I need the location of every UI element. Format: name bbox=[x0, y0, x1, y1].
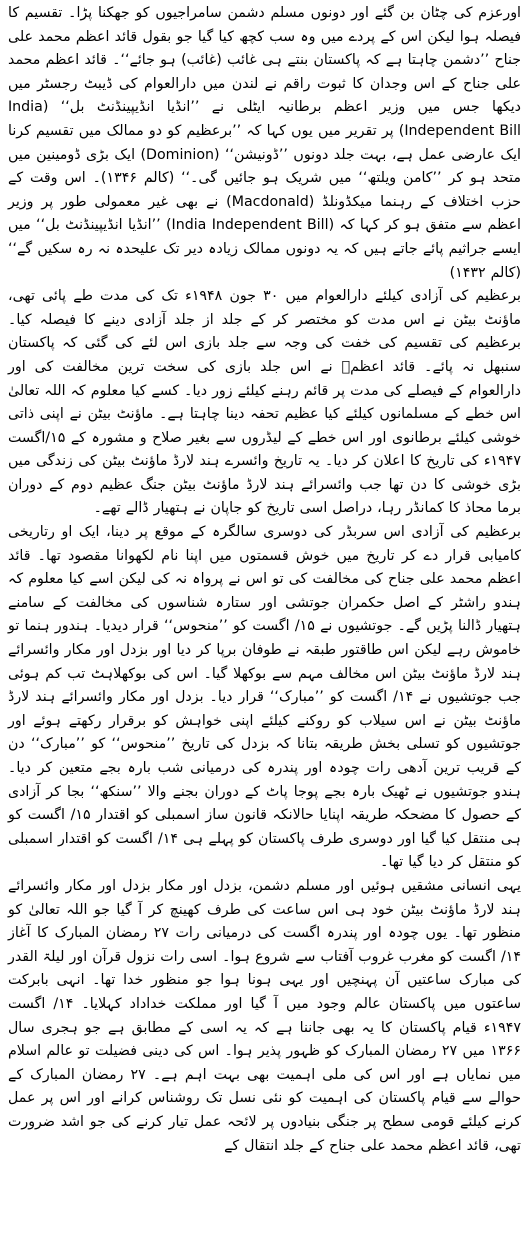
article-paragraph-1: اورعزم کی چٹان بن گئے اور دونوں مسلم دشمن سامراجیوں کو جھکنا پڑا۔ تقسیم کا فیصلہ ہوا لیکن اس کے پردے میں وہ سب کچھ کیا گیا جو بقول قائد اعظم محمد علی جناح ’’دشمن چاہتا ہے کہ پاکستان بنتے ہی غائب (غائب) ہو جائے‘‘۔ قائد اعظم محمد علی جناح کے اس وجدان کا ثبوت راقم نے لندن میں دارالعوام کی ڈیبٹ رجسٹر میں دیکھا جس میں وزیر اعظم برطانیہ ایٹلی نے ’’انڈیا انڈیپینڈنٹ بل‘‘ (India Independent Bill) پر تقریر میں یوں کہا کہ ’’برعظیم کو دو ممالک میں تقسیم کرنا ایک عارضی عمل ہے، بہت جلد دونوں ’’ڈونیشن‘‘ (Dominion) ایک بڑی ڈومینین میں متحد ہو کر ’’کامن ویلتھ‘‘ میں شریک ہو جائیں گی۔‘‘ (کالم ۱۳۴۶)۔ اس وقت کے حزب اختلاف کے رہنما میکڈونلڈ (Macdonald) نے بھی غیر معمولی طور پر وزیر اعظم سے متفق ہو کر کہا کہ (India Independent Bill) ’’انڈیا انڈیپینڈنٹ بل‘‘ میں ایسے جراثیم پائے جاتے ہیں کہ یہ دونوں ممالک زیادہ دیر تک علیحدہ نہ رہ سکیں گے‘‘ (کالم ۱۴۳۲) bbox=[8, 5, 521, 281]
article-paragraph-2: برعظیم کی آزادی کیلئے دارالعوام میں ۳۰ جون ۱۹۴۸ء تک کی مدت طے پائی تھی، ماؤنٹ بیٹن نے اس مدت کو مختصر کر کے جلد از جلد آزادی دینے کا فیصلہ کیا۔ برعظیم کی تقسیم کی خفت کی وجہ سے جلد بازی اس لئے کی گئی کہ پاکستان سنبھل نہ پائے۔ قائد اعظمؒ نے اس جلد بازی کی سخت ترین مخالفت کی اور دارالعوام کے فیصلے کی مدت پر قائم رہنے کیلئے زور دیا۔ کسے کیا معلوم کہ اللہ تعالیٰ اس خطے کے مسلمانوں کیلئے کیا عظیم تحفہ دینا چاہتا ہے۔ ماؤنٹ بیٹن نے اپنی ذاتی خوشی کیلئے برطانوی اور اس خطے کے لیڈروں سے بغیر صلاح و مشورہ کے ۱۵/اگست ۱۹۴۷ء کی تاریخ کا اعلان کر دیا۔ یہ تاریخ وائسرے ہند لارڈ ماؤنٹ بیٹن کی زندگی میں بڑی خوشی کا دن تھا جب وائسرائے ہند لارڈ ماؤنٹ بیٹن جنگ عظیم دوم کے دوران برما محاذ کا کمانڈر رہا، دراصل اسی تاریخ کو جاپان نے ہتھیار ڈالے تھے۔ bbox=[8, 288, 521, 517]
article-paragraph-4: یہی انسانی مشقیں ہوئیں اور مسلم دشمن، بزدل اور مکار بزدل اور مکار وائسرائے ہند لارڈ ماؤنٹ بیٹن خود ہی اس ساعت کی طرف کھینچ کر آ گیا جو اللہ تعالیٰ کو منظور تھا۔ یوں چودہ اور پندرہ اگست کی درمیانی رات ۲۷ رمضان المبارک کا آغاز ۱۴/ اگست کو مغرب غروب آفتاب سے شروع ہوا۔ اسی رات نزول قرآن اور لیلۃ القدر کی مبارک ساعتیں آن پہنچیں اور یہی ہونا ہوا جو منظور خدا تھا۔ انہی بابرکت ساعتوں میں پاکستان عالم وجود میں آ گیا اور مملکت خداداد کہلایا۔ ۱۴/ اگست ۱۹۴۷ء قیام پاکستان کا یہ بھی جاننا ہے کہ یہ اسی کے مطابق ہے جو ہجری سال ۱۳۶۶ میں ۲۷ رمضان المبارک کو ظہور پذیر ہوا۔ اس کی دینی فضیلت تو عالم اسلام میں نمایاں ہے اور اس کی ملی اہمیت بھی بہت اہم ہے۔ ۲۷ رمضان المبارک کے حوالے سے قیام پاکستان کی اہمیت کو نئی نسل تک روشناس کرانے اور اس پر عمل کرنے کیلئے قومی سطح پر جنگی بنیادوں پر لائحہ عمل تیار کرنے کی جو اشد ضرورت تھی، قائد اعظم محمد علی جناح کے جلد انتقال کے bbox=[8, 877, 522, 1154]
article-paragraph-3: برعظیم کی آزادی اس سربڈر کی دوسری سالگرہ کے موقع پر دینا، ایک او رتاریخی کامیابی قرار دے کر تاریخ میں خوش قسمتوں میں اپنا نام لکھوانا مقصود تھا۔ قائد اعظم محمد علی جناح کی مخالفت کی تو اس نے پرواہ نہ کی لیکن اسے کیا معلوم کہ ہندو راشٹر کے اصل حکمران جوتشی اور ستارہ شناسوں کی مخالفت کے سامنے ہتھیار ڈالنا پڑیں گے۔ جوتشیوں نے ۱۵/ اگست کو ’’منحوس‘‘ قرار دیدیا۔ ہندور ہنما تو خاموش رہے لیکن اس طاقتور طبقہ نے طوفان برپا کر دیا اور بزدل اور مکار وائسرائے ہند لارڈ ماؤنٹ بیٹن اس مخالف مہم سے بوکھلا گیا۔ اس کی بوکھلاہٹ تب کم ہوئی جب جوتشیوں نے ۱۴/ اگست کو ’’مبارک‘‘ قرار دیا۔ بزدل اور مکار وائسرائے ہند لارڈ ماؤنٹ بیٹن نے اس سیلاب کو روکنے کیلئے اپنی خواہش کو برقرار رکھتے ہوئے اور جوتشیوں کو تسلی بخش طریقہ بتانا کہ بزدل کی تاریخ ’’منحوس‘‘ کو ’’مبارک‘‘ دن کے قریب ترین آدھی رات چودہ اور پندرہ کی درمیانی شب بارہ بجے متعین کر دیا۔ ہندو جوتشیوں نے ٹھیک بارہ بجے پوجا پاٹ کے دوران بجنے والا ’’سنکھ‘‘ بجا کر آزادی کے حصول کا مضحکہ طریقہ اپنایا حالانکہ قانون ساز اسمبلی کو اقتدار ۱۵/ اگست کو ہی منتقل کیا گیا اور دوسری طرف پاکستان کو پہلے ہی ۱۴/ اگست کو اقتدار اسمبلی کو منتقل کر دیا گیا تھا۔ bbox=[8, 524, 521, 871]
